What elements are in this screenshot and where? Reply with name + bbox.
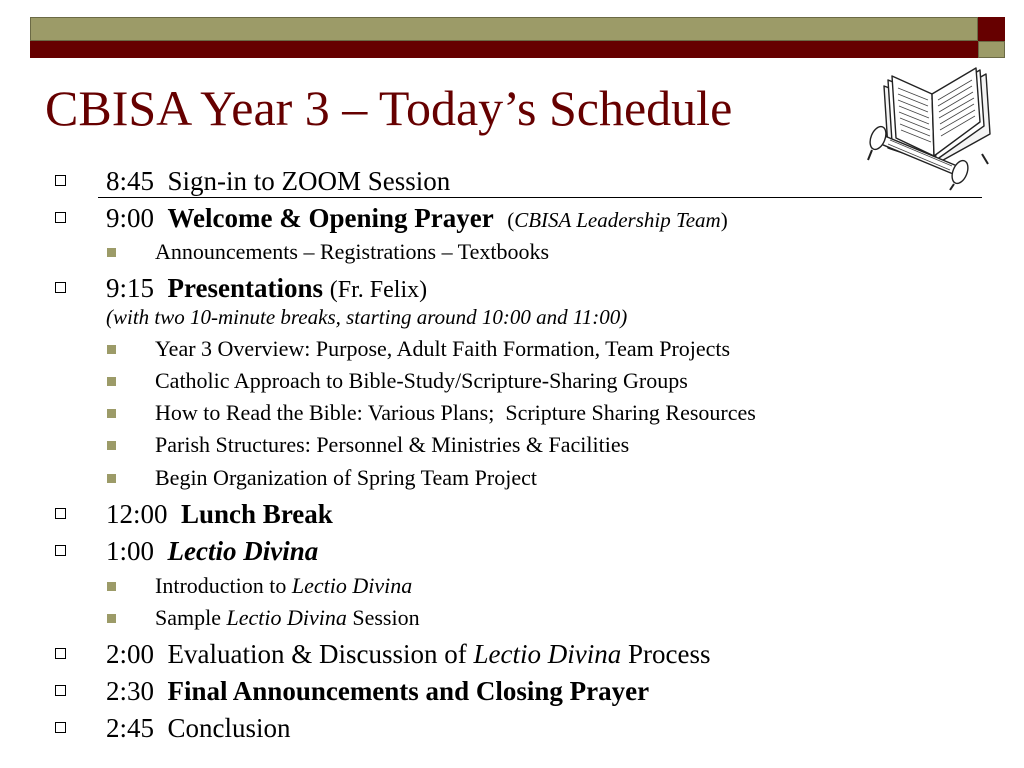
- sub-list-item: Parish Structures: Personnel & Ministries & Facilities: [155, 431, 629, 459]
- open-bible-scroll-icon: [862, 64, 994, 192]
- hollow-square-bullet-icon: [55, 648, 66, 659]
- title-divider: [98, 197, 982, 198]
- list-item: 9:00 Welcome & Opening Prayer (CBISA Leadership Team): [106, 202, 728, 236]
- square-bullet-icon: [107, 614, 116, 623]
- list-item: 2:30 Final Announcements and Closing Prayer: [106, 675, 649, 707]
- list-item: 12:00 Lunch Break: [106, 498, 333, 530]
- hollow-square-bullet-icon: [55, 685, 66, 696]
- sub-list-item: Announcements – Registrations – Textbooks: [155, 238, 549, 266]
- slide-title: CBISA Year 3 – Today’s Schedule: [45, 80, 733, 136]
- sub-list-item: How to Read the Bible: Various Plans; Scripture Sharing Resources: [155, 399, 756, 427]
- header-band-maroon: [30, 41, 978, 58]
- square-bullet-icon: [107, 474, 116, 483]
- sub-list-item: Begin Organization of Spring Team Project: [155, 464, 537, 492]
- sub-list-item: Introduction to Lectio Divina: [155, 572, 412, 600]
- list-item: 8:45 Sign-in to ZOOM Session: [106, 165, 450, 197]
- square-bullet-icon: [107, 409, 116, 418]
- square-bullet-icon: [107, 582, 116, 591]
- square-bullet-icon: [107, 248, 116, 257]
- square-bullet-icon: [107, 345, 116, 354]
- header-corner-maroon: [978, 17, 1005, 41]
- list-item: 9:15 Presentations (Fr. Felix): [106, 272, 427, 306]
- hollow-square-bullet-icon: [55, 212, 66, 223]
- hollow-square-bullet-icon: [55, 545, 66, 556]
- hollow-square-bullet-icon: [55, 508, 66, 519]
- sub-list-item: Sample Lectio Divina Session: [155, 604, 420, 632]
- list-item: 1:00 Lectio Divina: [106, 535, 318, 567]
- hollow-square-bullet-icon: [55, 282, 66, 293]
- hollow-square-bullet-icon: [55, 722, 66, 733]
- list-item: 2:00 Evaluation & Discussion of Lectio Divina Process: [106, 638, 710, 670]
- sub-list-item: Catholic Approach to Bible-Study/Scripture-Sharing Groups: [155, 367, 688, 395]
- header-corner-olive: [978, 41, 1005, 58]
- list-item: 2:45 Conclusion: [106, 712, 291, 744]
- list-item-note: (with two 10-minute breaks, starting around 10:00 and 11:00): [106, 305, 628, 329]
- sub-list-item: Year 3 Overview: Purpose, Adult Faith Formation, Team Projects: [155, 335, 730, 363]
- square-bullet-icon: [107, 377, 116, 386]
- hollow-square-bullet-icon: [55, 175, 66, 186]
- square-bullet-icon: [107, 441, 116, 450]
- header-band-olive: [30, 17, 978, 41]
